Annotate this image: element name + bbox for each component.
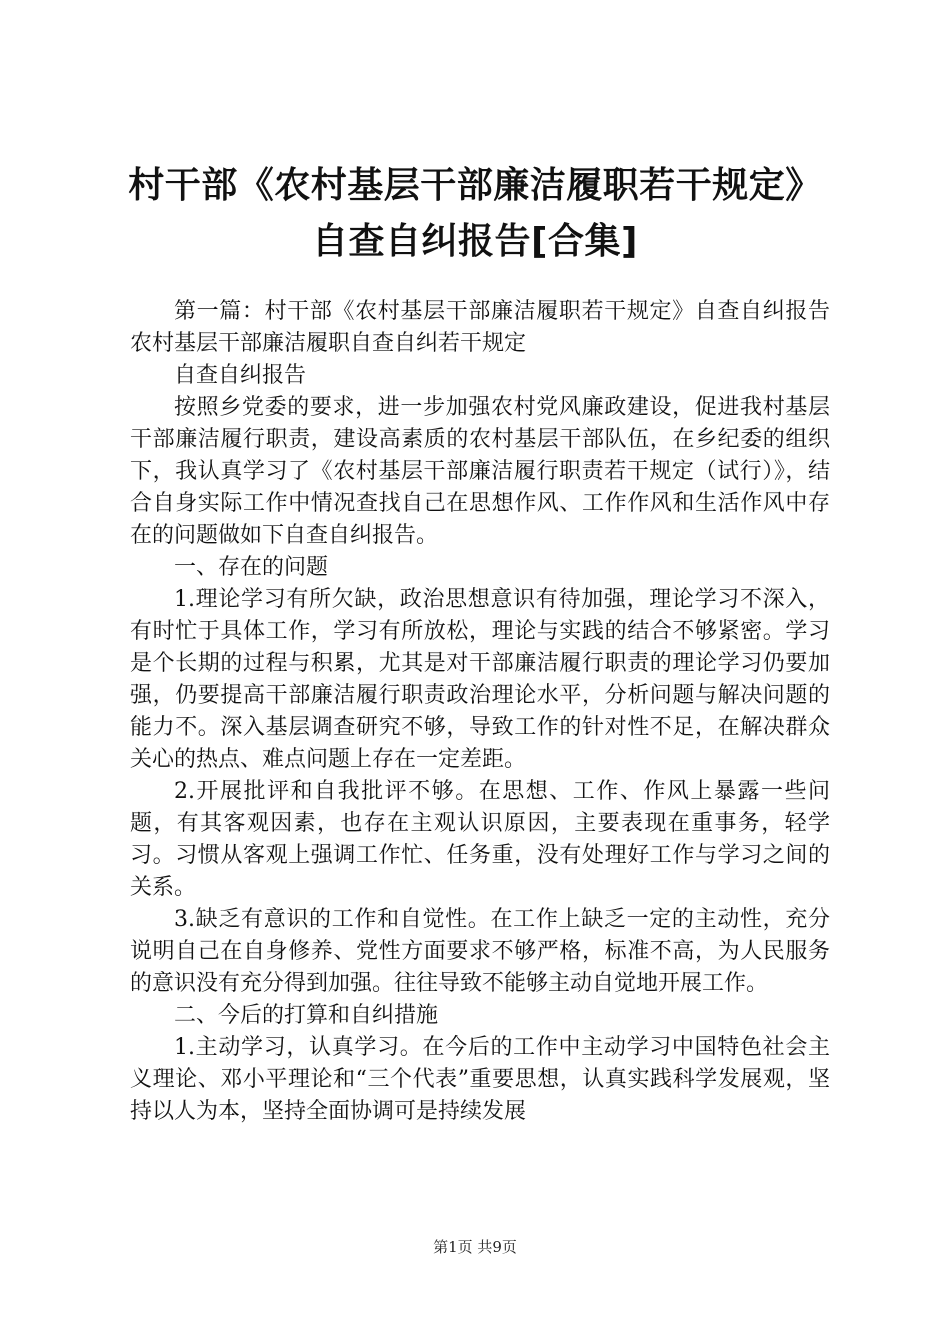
paragraph-3: 按照乡党委的要求，进一步加强农村党风廉政建设，促进我村基层干部廉洁履行职责，建设高素质的农村基层干部队伍，在乡纪委的组织下，我认真学习了《农村基层干部廉洁履行职责若干规定（试行）》，结合自身实际工作中情况查找自己在思想作风、工作作风和生活作风中存在的问题做如下自查自纠报告。: [130, 395, 830, 548]
paragraph-4: 1.理论学习有所欠缺，政治思想意识有待加强，理论学习不深入，有时忙于具体工作，学习有所放松，理论与实践的结合不够紧密。学习是个长期的过程与积累，尤其是对干部廉洁履行职责的理论学习仍要加强，仍要提高干部廉洁履行职责政治理论水平，分析问题与解决问题的能力不。深入基层调查研究不够，导致工作的针对性不足，在解决群众关心的热点、难点问题上存在一定差距。: [130, 587, 830, 772]
paragraph-5: 2.开展批评和自我批评不够。在思想、工作、作风上暴露一些问题，有其客观因素，也存在主观认识原因，主要表现在重事务，轻学习。习惯从客观上强调工作忙、任务重，没有处理好工作与学习之间的关系。: [130, 779, 830, 900]
paragraph-2: 自查自纠报告: [174, 363, 307, 388]
document-title: 村干部《农村基层干部廉洁履职若干规定》自查自纠报告[合集]: [128, 165, 822, 262]
document-body: [130, 296, 830, 1128]
paragraph-7: 1.主动学习，认真学习。在今后的工作中主动学习中国特色社会主义理论、邓小平理论和“三个代表”重要思想，认真实践科学发展观，坚持以人为本，坚持全面协调可是持续发展: [130, 1035, 830, 1124]
paragraph-6: 3.缺乏有意识的工作和自觉性。在工作上缺乏一定的主动性，充分说明自己在自身修养、党性方面要求不够严格，标准不高，为人民服务的意识没有充分得到加强。往往导致不能够主动自觉地开展工作。: [130, 907, 830, 996]
page-number-footer: 第1页 共9页: [433, 1238, 517, 1256]
paragraph-1: 第一篇：村干部《农村基层干部廉洁履职若干规定》自查自纠报告农村基层干部廉洁履职自查自纠若干规定: [130, 299, 830, 356]
section-heading-1: 一、存在的问题: [174, 555, 329, 580]
section-heading-2: 二、今后的打算和自纠措施: [174, 1003, 439, 1028]
